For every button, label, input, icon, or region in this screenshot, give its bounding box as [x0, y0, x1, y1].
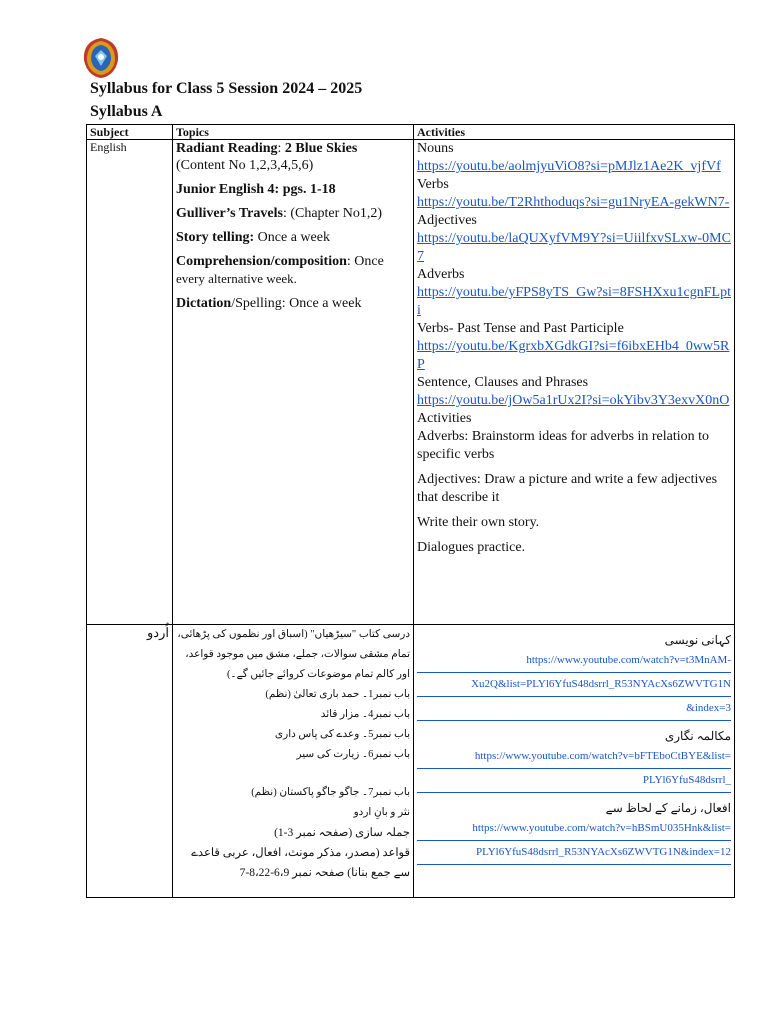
syllabus-table — [86, 124, 735, 898]
urdu-link-1c[interactable]: &index=3 — [417, 697, 731, 721]
activity-dialogues: Dialogues practice. — [417, 540, 526, 555]
urdu-topics — [173, 625, 414, 898]
topic-gullivers-travels: Gulliver’s Travels: (Chapter No1,2) — [176, 206, 383, 221]
urdu-heading-story-writing: کہانی نویسی — [664, 633, 731, 647]
urdu-activities — [414, 625, 735, 898]
urdu-link-2b[interactable]: PLYl6YfuS48dsrrl_ — [417, 769, 731, 793]
urdu-chapter-5: باب نمبر5۔ وعدے کی پاس داری — [274, 729, 410, 740]
urdu-chapter-1: باب نمبر1۔ حمد باری تعالیٰ (نظم) — [265, 689, 410, 700]
link-sentence[interactable]: https://youtu.be/jOw5a1rUx2I?si=okYibv3Y3exvX0nO — [417, 393, 730, 408]
urdu-chapter-6: باب نمبر6۔ زیارت کی سیر — [296, 749, 410, 760]
subject-english: English — [87, 140, 173, 625]
activity-adverbs: Adverbs: Brainstorm ideas for adverbs in relation to specific verbs — [417, 429, 709, 462]
table-header-row — [87, 125, 735, 140]
link-adjectives[interactable]: https://youtu.be/laQUXyfVM9Y?si=UiilfxvSLxw-0MC7 — [417, 231, 731, 264]
urdu-link-1b[interactable]: Xu2Q&list=PLYl6YfuS48dsrrl_R53NYAcXs6ZWVTG1N — [417, 673, 731, 697]
topic-radiant-reading: Radiant Reading: 2 Blue Skies (Content No 1,2,3,4,5,6) — [176, 141, 358, 173]
english-row — [87, 140, 735, 625]
urdu-row — [87, 625, 735, 898]
topic-comprehension: Comprehension/composition: Once every alternative week. — [176, 254, 384, 286]
header-topics: Topics — [173, 125, 414, 140]
urdu-intro: درسی کتاب "سیڑھیاں" (اسباق اور نظموں کی پڑھائی، تمام مشقی سوالات، جملے، مشق میں موجود قواعد، اور کالم تمام موضوعات کروائے جائیں گے۔) — [177, 629, 410, 680]
page-title: Syllabus for Class 5 Session 2024 – 2025 — [90, 80, 363, 97]
topic-dictation: Dictation/Spelling: Once a week — [176, 296, 362, 311]
urdu-qawaid: قواعد (مصدر، مذکر مونث، افعال، عربی قاعدے سے جمع بنانا) صفحہ نمبر 6،9-8،22-7 — [191, 847, 410, 879]
school-logo-icon — [80, 36, 122, 80]
topic-story-telling: Story telling: Once a week — [176, 230, 330, 245]
subject-urdu: اُردو — [87, 625, 173, 898]
urdu-jumla-sazi: جملہ سازی (صفحہ نمبر 3-1) — [274, 827, 410, 839]
topic-junior-english: Junior English 4: pgs. 1-18 — [176, 182, 336, 197]
link-past-tense[interactable]: https://youtu.be/KgrxbXGdkGI?si=f6ibxEHb4_0ww5RP — [417, 339, 730, 372]
label-nouns: Nouns — [417, 141, 454, 156]
urdu-chapter-7: باب نمبر7۔ جاگو جاگو پاکستان (نظم) — [251, 787, 410, 798]
page-subtitle: Syllabus A — [90, 103, 163, 120]
english-activities — [414, 140, 735, 625]
label-past-tense: Verbs- Past Tense and Past Participle — [417, 321, 624, 336]
urdu-nazr: نثر و بانِ اردو — [353, 807, 410, 818]
header-subject: Subject — [87, 125, 173, 140]
english-topics — [173, 140, 414, 625]
label-adjectives: Adjectives — [417, 213, 477, 228]
urdu-link-1a[interactable]: https://www.youtube.com/watch?v=t3MnAM- — [417, 649, 731, 673]
urdu-heading-verbs: افعال، زمانے کے لحاظ سے — [605, 801, 731, 815]
activity-adjectives: Adjectives: Draw a picture and write a few adjectives that describe it — [417, 472, 718, 505]
urdu-link-3a[interactable]: https://www.youtube.com/watch?v=hBSmU035Hnk&list= — [417, 817, 731, 841]
urdu-chapter-4: باب نمبر4۔ مزار قائد — [320, 709, 410, 720]
label-sentence: Sentence, Clauses and Phrases — [417, 375, 589, 390]
activity-story: Write their own story. — [417, 515, 540, 530]
link-adverbs[interactable]: https://youtu.be/yFPS8yTS_Gw?si=8FSHXxu1cgnFLpti — [417, 285, 731, 318]
urdu-heading-dialogue: مکالمہ نگاری — [664, 729, 731, 743]
link-verbs[interactable]: https://youtu.be/T2Rhthoduqs?si=gu1NryEA-gekWN7- — [417, 195, 730, 210]
label-activities: Activities — [417, 411, 472, 426]
label-verbs: Verbs — [417, 177, 449, 192]
header-activities: Activities — [414, 125, 735, 140]
urdu-link-2a[interactable]: https://www.youtube.com/watch?v=bFTEboCtBYE&list= — [417, 745, 731, 769]
link-nouns[interactable]: https://youtu.be/aolmjyuViO8?si=pMJlz1Ae2K_vjfVf — [417, 159, 721, 174]
urdu-link-3b[interactable]: PLYl6YfuS48dsrrl_R53NYAcXs6ZWVTG1N&index=12 — [417, 841, 731, 865]
label-adverbs: Adverbs — [417, 267, 465, 282]
